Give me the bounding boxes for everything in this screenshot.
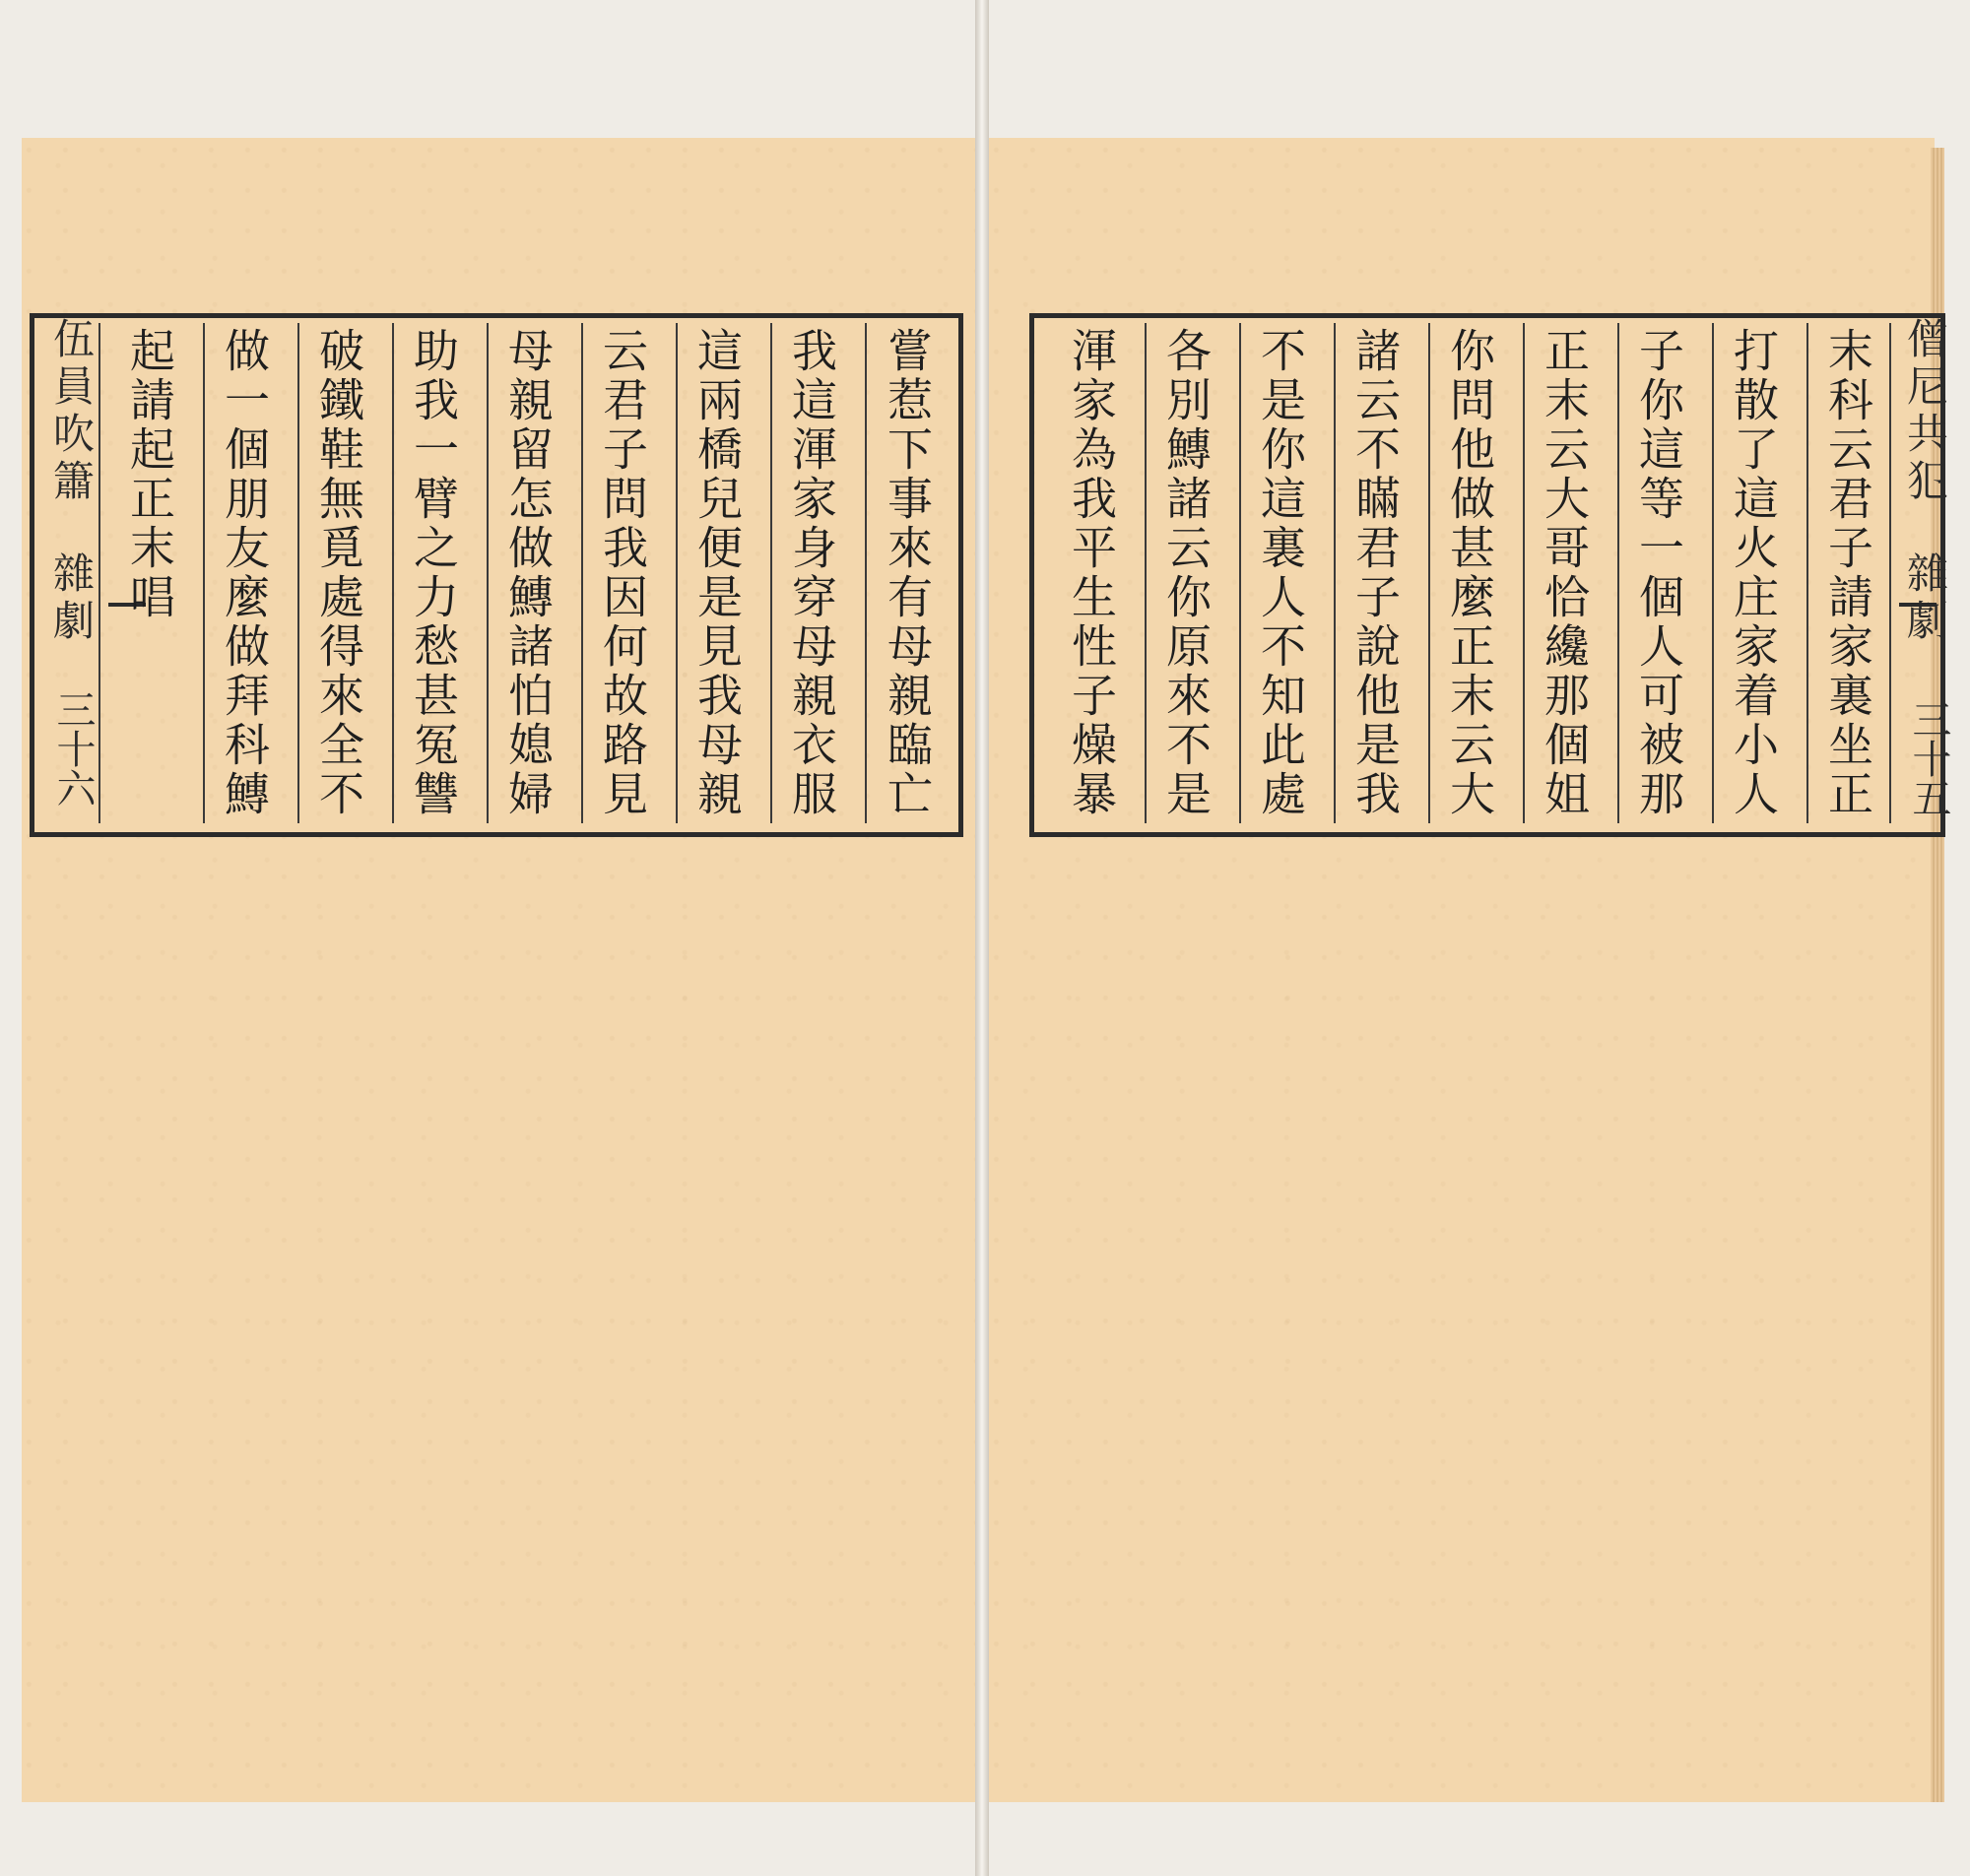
left-leaf-number: 三十六: [50, 689, 96, 808]
column-rule: [581, 323, 583, 823]
column-rule: [676, 323, 678, 823]
column-rule: [203, 323, 205, 823]
right-column-9: 渾家為我平生性子燥暴: [1065, 327, 1118, 819]
column-rule: [1523, 323, 1525, 823]
column-rule: [1712, 323, 1714, 823]
left-column-7: 破鐵鞋無覓處得來全不: [312, 327, 365, 819]
left-column-4: 云君子問我因何故路見: [596, 327, 649, 819]
right-column-1: 末科云君子請家裏坐正: [1821, 327, 1874, 819]
column-rule: [392, 323, 394, 823]
right-section-label: 雜劇: [1901, 551, 1949, 646]
right-column-4: 正末云大哥恰纔那個姐: [1538, 327, 1591, 819]
column-rule: [770, 323, 772, 823]
left-margin-title: 伍員吹簫: [47, 317, 96, 506]
right-column-8: 各別鱄諸云你原來不是: [1159, 327, 1213, 819]
right-column-5: 你問他做甚麼正末云大: [1443, 327, 1496, 819]
left-column-6: 助我一臂之力愁甚冤讐: [407, 327, 460, 819]
column-rule: [1806, 323, 1808, 823]
column-rule: [1145, 323, 1147, 823]
column-rule: [1334, 323, 1336, 823]
right-column-6: 諸云不瞞君子說他是我: [1348, 327, 1402, 819]
column-rule: [297, 323, 299, 823]
left-column-5: 母親留怎做鱄諸怕媳婦: [501, 327, 555, 819]
left-column-3: 這兩橋兒便是見我母親: [690, 327, 744, 819]
right-column-2: 打散了這火庄家着小人: [1727, 327, 1780, 819]
left-column-2: 我這渾家身穿母親衣服: [785, 327, 838, 819]
column-rule: [1239, 323, 1241, 823]
left-section-label: 雜劇: [47, 551, 96, 646]
right-column-3: 子你這等一個人可被那: [1632, 327, 1685, 819]
binding-gutter: [975, 0, 989, 1876]
column-rule: [487, 323, 489, 823]
left-column-9: 起請起正末唱: [123, 327, 176, 622]
column-rule: [1889, 323, 1891, 823]
right-margin-title: 僧尼共犯: [1901, 317, 1949, 506]
column-rule: [865, 323, 867, 823]
right-leaf-number: 三十五: [1906, 699, 1951, 817]
left-column-1: 嘗惹下事來有母親臨亡: [881, 327, 934, 819]
column-rule: [1617, 323, 1619, 823]
left-column-8: 做一個朋友麼做拜科鱄: [218, 327, 271, 819]
column-rule: [1428, 323, 1430, 823]
right-column-7: 不是你這裏人不知此處: [1254, 327, 1307, 819]
